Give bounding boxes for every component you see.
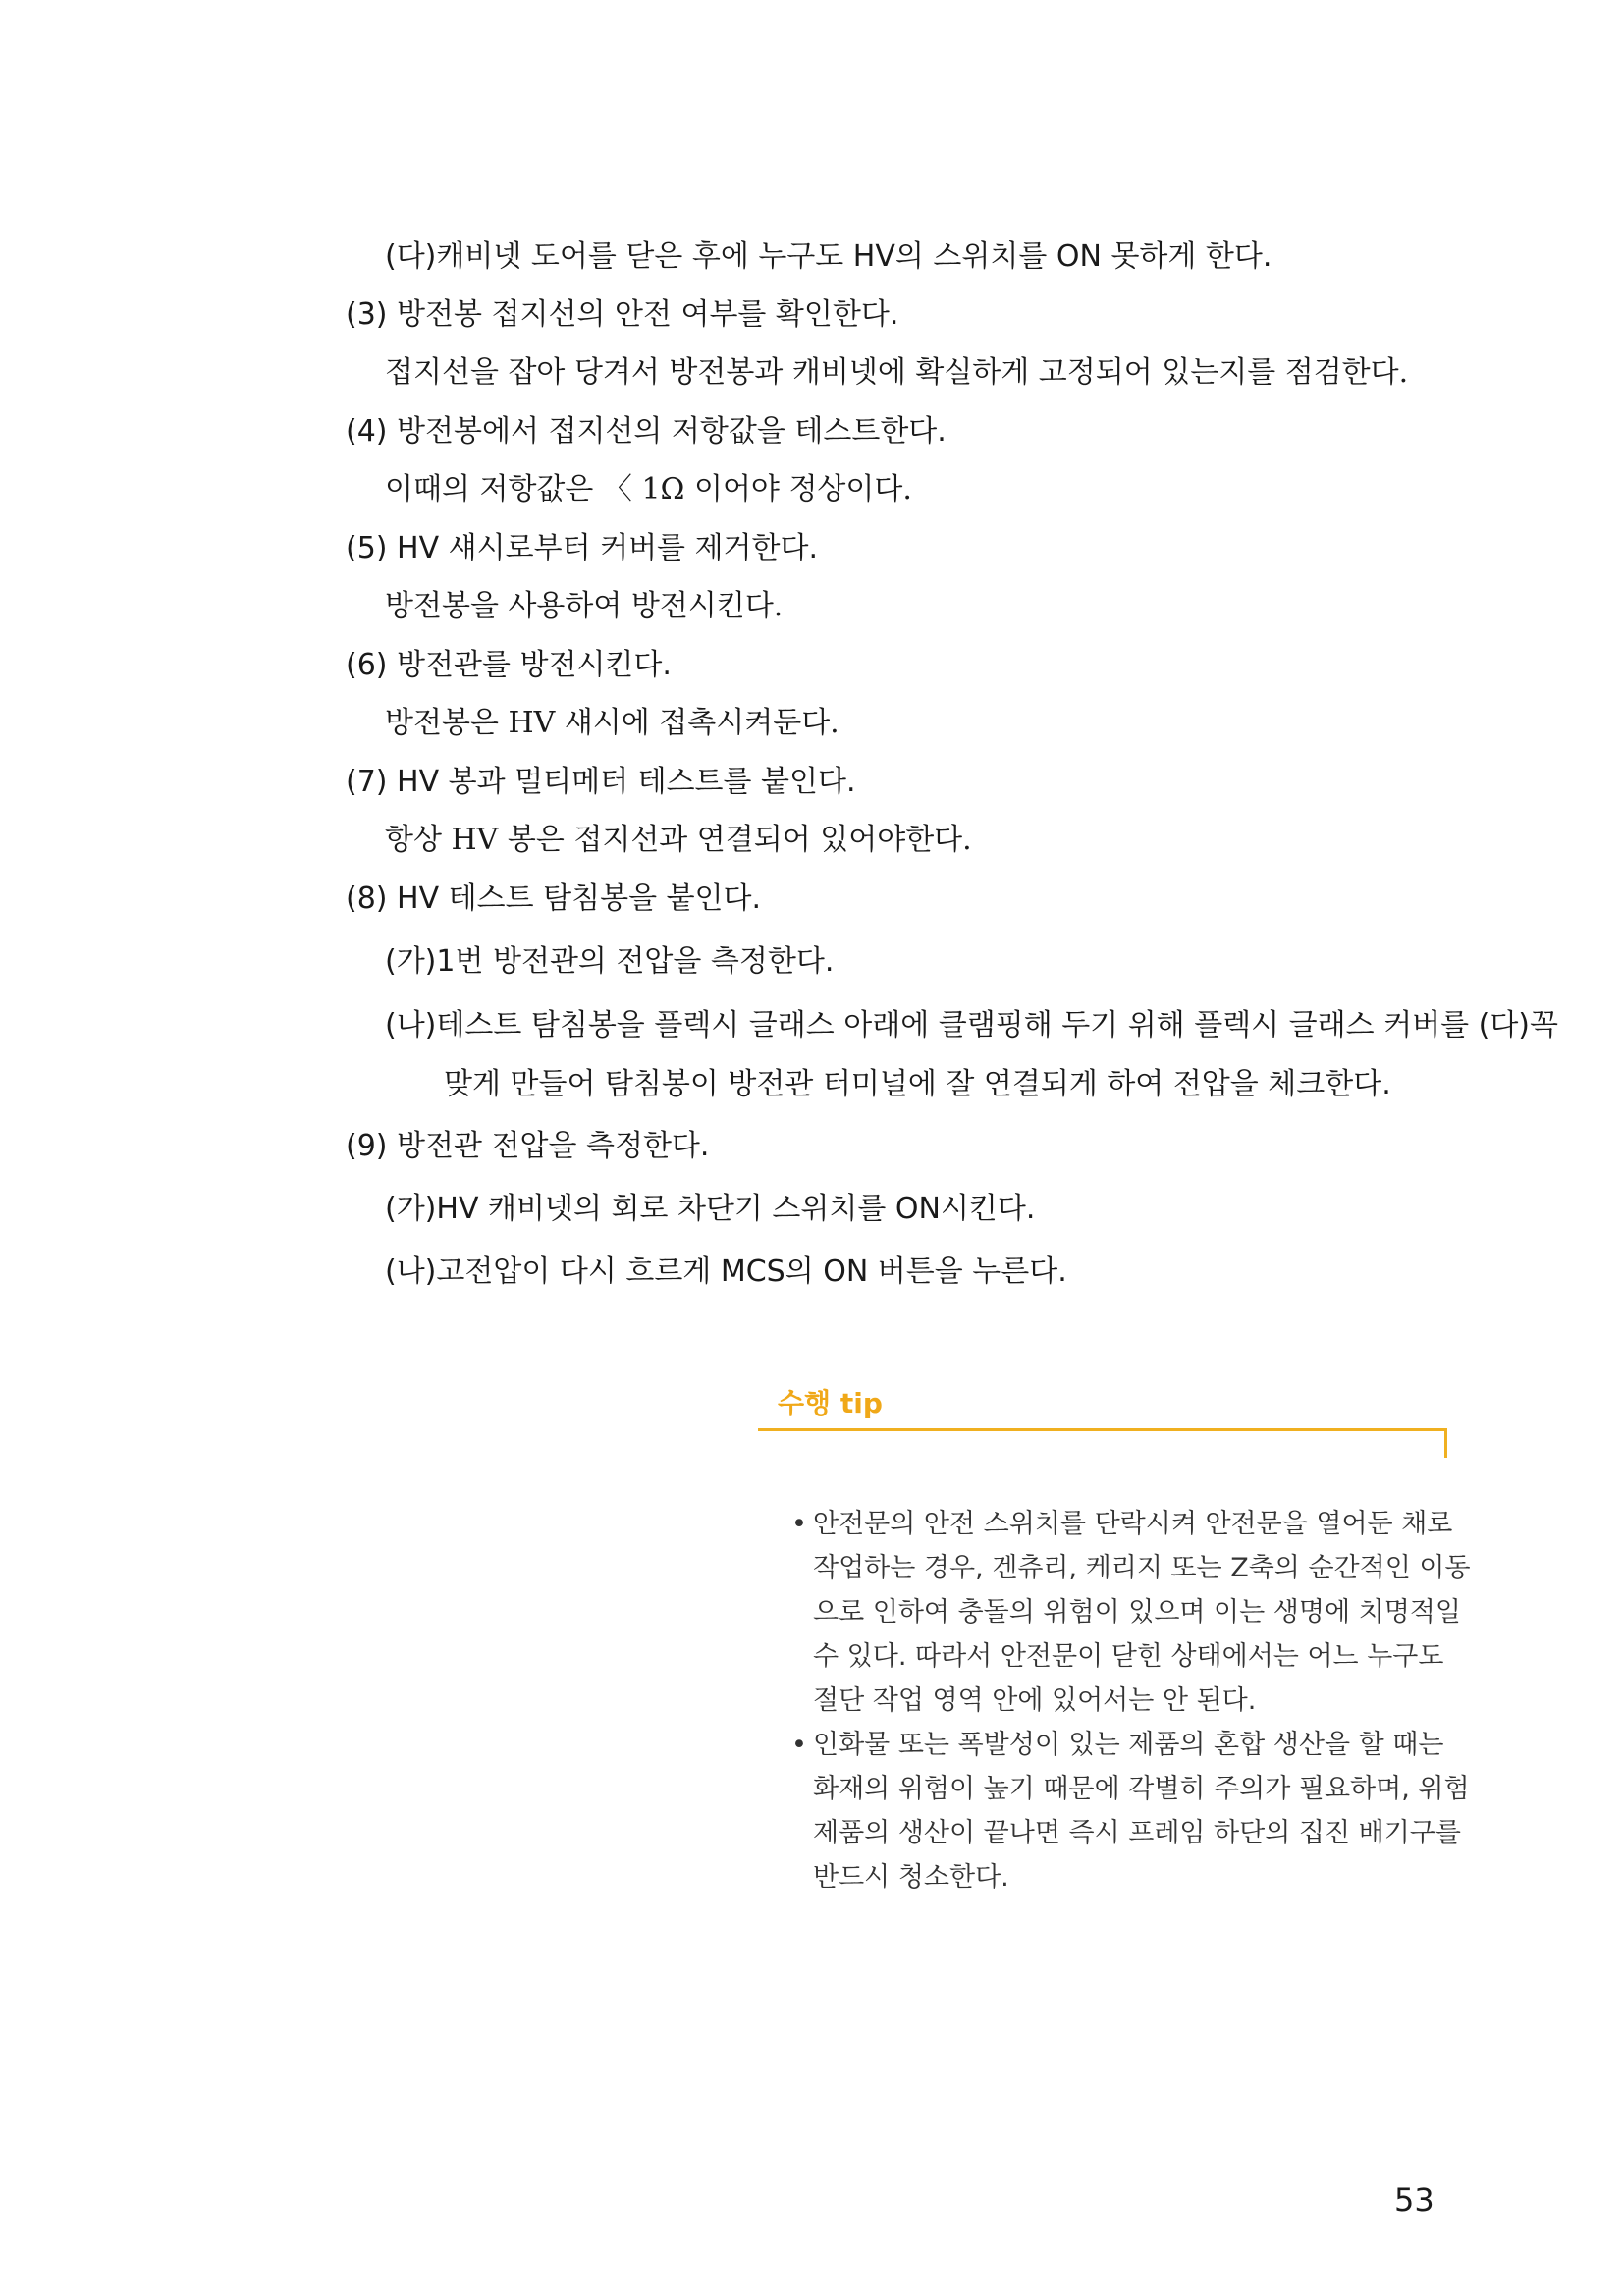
tip-title: 수행 tip <box>778 1387 883 1419</box>
tip-2-line: 인화물 또는 폭발성이 있는 제품의 혼합 생산을 할 때는 <box>813 1730 1444 1760</box>
tip-2-line: 화재의 위험이 높기 때문에 각별히 주의가 필요하며, 위험 <box>813 1774 1470 1804</box>
step-5-detail: 방전봉을 사용하여 방전시킨다. <box>385 589 784 623</box>
step-5-heading: (5) HV 섀시로부터 커버를 제거한다. <box>346 531 819 565</box>
tip-1-line: 절단 작업 영역 안에 있어서는 안 된다. <box>813 1685 1257 1716</box>
step-9-heading: (9) 방전관 전압을 측정한다. <box>346 1129 710 1163</box>
step-4-detail: 이때의 저항값은 〈 1Ω 이어야 정상이다. <box>385 472 912 507</box>
step-7-heading: (7) HV 봉과 멀티메터 테스트를 붙인다. <box>346 765 856 799</box>
page-number: 53 <box>1394 2181 1435 2218</box>
tip-2-line: 제품의 생산이 끝나면 즉시 프레임 하단의 집진 배기구를 <box>813 1818 1461 1848</box>
tip-1-line: 수 있다. 따라서 안전문이 닫힌 상태에서는 어느 누구도 <box>813 1641 1444 1672</box>
tip-2-line: 반드시 청소한다. <box>813 1862 1009 1893</box>
step-8-b-cont: 맞게 만들어 탐침봉이 방전관 터미널에 잘 연결되게 하여 전압을 체크한다. <box>444 1067 1391 1101</box>
step-3-heading: (3) 방전봉 접지선의 안전 여부를 확인한다. <box>346 297 899 332</box>
step-9-b: (나)고전압이 다시 흐르게 MCS의 ON 버튼을 누른다. <box>385 1255 1067 1289</box>
step-2-c-line: (다)캐비넷 도어를 닫은 후에 누구도 HV의 스위치를 ON 못하게 한다. <box>385 240 1272 274</box>
tip-divider-tick <box>1444 1428 1447 1458</box>
step-8-b: (나)테스트 탐침봉을 플렉시 글래스 아래에 클램핑해 두기 위해 플렉시 글래스 커버를 (다)꼭 <box>385 1008 1558 1042</box>
tip-1-line: 안전문의 안전 스위치를 단락시켜 안전문을 열어둔 채로 <box>813 1509 1453 1539</box>
step-9-a: (가)HV 캐비넷의 회로 차단기 스위치를 ON시킨다. <box>385 1192 1036 1226</box>
step-4-heading: (4) 방전봉에서 접지선의 저항값을 테스트한다. <box>346 414 947 449</box>
step-6-heading: (6) 방전관를 방전시킨다. <box>346 648 672 682</box>
tip-divider <box>758 1428 1447 1431</box>
step-6-detail: 방전봉은 HV 섀시에 접촉시켜둔다. <box>385 706 839 740</box>
bullet-icon: • <box>791 1509 807 1539</box>
step-8-heading: (8) HV 테스트 탐침봉을 붙인다. <box>346 881 762 916</box>
step-8-a: (가)1번 방전관의 전압을 측정한다. <box>385 944 835 979</box>
step-3-detail: 접지선을 잡아 당겨서 방전봉과 캐비넷에 확실하게 고정되어 있는지를 점검한다. <box>385 355 1409 390</box>
tip-1-line: 작업하는 경우, 겐츄리, 케리지 또는 Z축의 순간적인 이동 <box>813 1553 1471 1583</box>
bullet-icon: • <box>791 1730 807 1760</box>
step-7-detail: 항상 HV 봉은 접지선과 연결되어 있어야한다. <box>385 823 972 857</box>
tip-1-line: 으로 인하여 충돌의 위험이 있으며 이는 생명에 치명적일 <box>813 1597 1461 1628</box>
